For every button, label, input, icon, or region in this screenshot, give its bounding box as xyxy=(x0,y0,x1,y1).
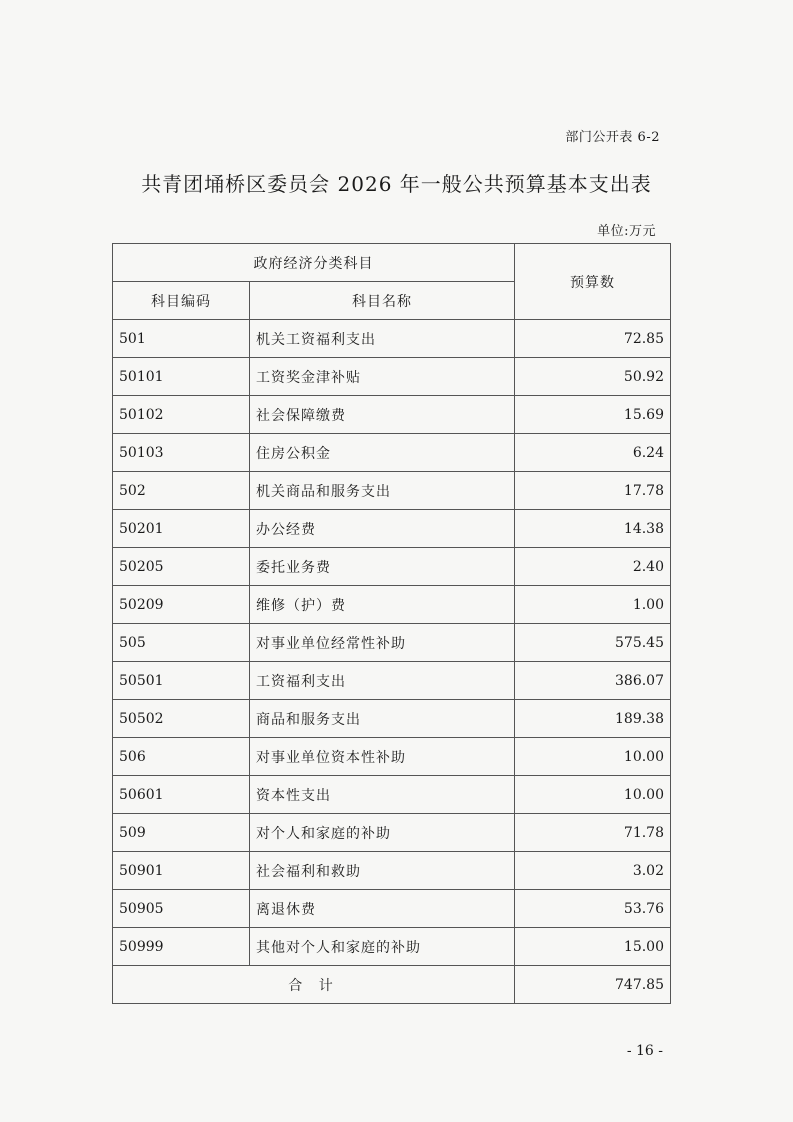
table-row xyxy=(113,738,671,776)
table-row xyxy=(113,624,671,662)
row-name: 社会福利和救助 xyxy=(250,852,515,890)
table-row xyxy=(113,548,671,586)
row-name: 维修（护）费 xyxy=(250,586,515,624)
row-code: 50209 xyxy=(113,586,250,624)
row-amount: 189.38 xyxy=(515,700,671,738)
row-code: 50102 xyxy=(113,396,250,434)
unit-label: 单位:万元 xyxy=(597,224,656,239)
table-number: 部门公开表 6-2 xyxy=(565,130,660,145)
row-name: 商品和服务支出 xyxy=(250,700,515,738)
row-name: 资本性支出 xyxy=(250,776,515,814)
table-row xyxy=(113,662,671,700)
row-name: 工资奖金津补贴 xyxy=(250,358,515,396)
row-name: 离退休费 xyxy=(250,890,515,928)
table-row xyxy=(113,320,671,358)
table-row xyxy=(113,890,671,928)
total-amount: 747.85 xyxy=(515,966,671,1004)
table-row xyxy=(113,472,671,510)
table-row xyxy=(113,510,671,548)
total-row xyxy=(113,966,671,1004)
row-amount: 53.76 xyxy=(515,890,671,928)
row-code: 509 xyxy=(113,814,250,852)
row-code: 50103 xyxy=(113,434,250,472)
row-name: 对事业单位资本性补助 xyxy=(250,738,515,776)
row-amount: 6.24 xyxy=(515,434,671,472)
row-code: 506 xyxy=(113,738,250,776)
row-amount: 50.92 xyxy=(515,358,671,396)
row-name: 其他对个人和家庭的补助 xyxy=(250,928,515,966)
row-name: 办公经费 xyxy=(250,510,515,548)
name-column-header: 科目名称 xyxy=(250,282,515,320)
row-name: 委托业务费 xyxy=(250,548,515,586)
row-amount: 14.38 xyxy=(515,510,671,548)
row-code: 501 xyxy=(113,320,250,358)
row-code: 50205 xyxy=(113,548,250,586)
table-row xyxy=(113,396,671,434)
row-name: 住房公积金 xyxy=(250,434,515,472)
row-name: 机关商品和服务支出 xyxy=(250,472,515,510)
row-amount: 15.00 xyxy=(515,928,671,966)
row-code: 50502 xyxy=(113,700,250,738)
row-code: 50201 xyxy=(113,510,250,548)
row-name: 机关工资福利支出 xyxy=(250,320,515,358)
table-row xyxy=(113,814,671,852)
row-amount: 72.85 xyxy=(515,320,671,358)
table-row xyxy=(113,852,671,890)
amount-column-header: 预算数 xyxy=(515,244,671,320)
row-name: 工资福利支出 xyxy=(250,662,515,700)
table-row xyxy=(113,928,671,966)
table-row xyxy=(113,434,671,472)
row-name: 对事业单位经常性补助 xyxy=(250,624,515,662)
row-amount: 17.78 xyxy=(515,472,671,510)
row-amount: 10.00 xyxy=(515,738,671,776)
row-amount: 10.00 xyxy=(515,776,671,814)
row-code: 50905 xyxy=(113,890,250,928)
table-header-row xyxy=(113,244,671,282)
row-name: 社会保障缴费 xyxy=(250,396,515,434)
row-code: 505 xyxy=(113,624,250,662)
group-header: 政府经济分类科目 xyxy=(113,244,515,282)
row-code: 50601 xyxy=(113,776,250,814)
row-name: 对个人和家庭的补助 xyxy=(250,814,515,852)
table-body xyxy=(113,320,671,966)
table-row xyxy=(113,586,671,624)
row-amount: 575.45 xyxy=(515,624,671,662)
row-amount: 386.07 xyxy=(515,662,671,700)
row-code: 502 xyxy=(113,472,250,510)
row-code: 50101 xyxy=(113,358,250,396)
table-row xyxy=(113,358,671,396)
row-amount: 15.69 xyxy=(515,396,671,434)
table-row xyxy=(113,700,671,738)
row-amount: 2.40 xyxy=(515,548,671,586)
row-amount: 71.78 xyxy=(515,814,671,852)
budget-table xyxy=(112,243,671,1004)
page-title: 共青团埇桥区委员会 2026 年一般公共预算基本支出表 xyxy=(141,172,652,196)
code-column-header: 科目编码 xyxy=(113,282,250,320)
row-amount: 3.02 xyxy=(515,852,671,890)
row-code: 50901 xyxy=(113,852,250,890)
table-row xyxy=(113,776,671,814)
row-amount: 1.00 xyxy=(515,586,671,624)
total-label: 合 计 xyxy=(113,966,515,1004)
page-number: - 16 - xyxy=(626,1043,663,1059)
row-code: 50501 xyxy=(113,662,250,700)
row-code: 50999 xyxy=(113,928,250,966)
